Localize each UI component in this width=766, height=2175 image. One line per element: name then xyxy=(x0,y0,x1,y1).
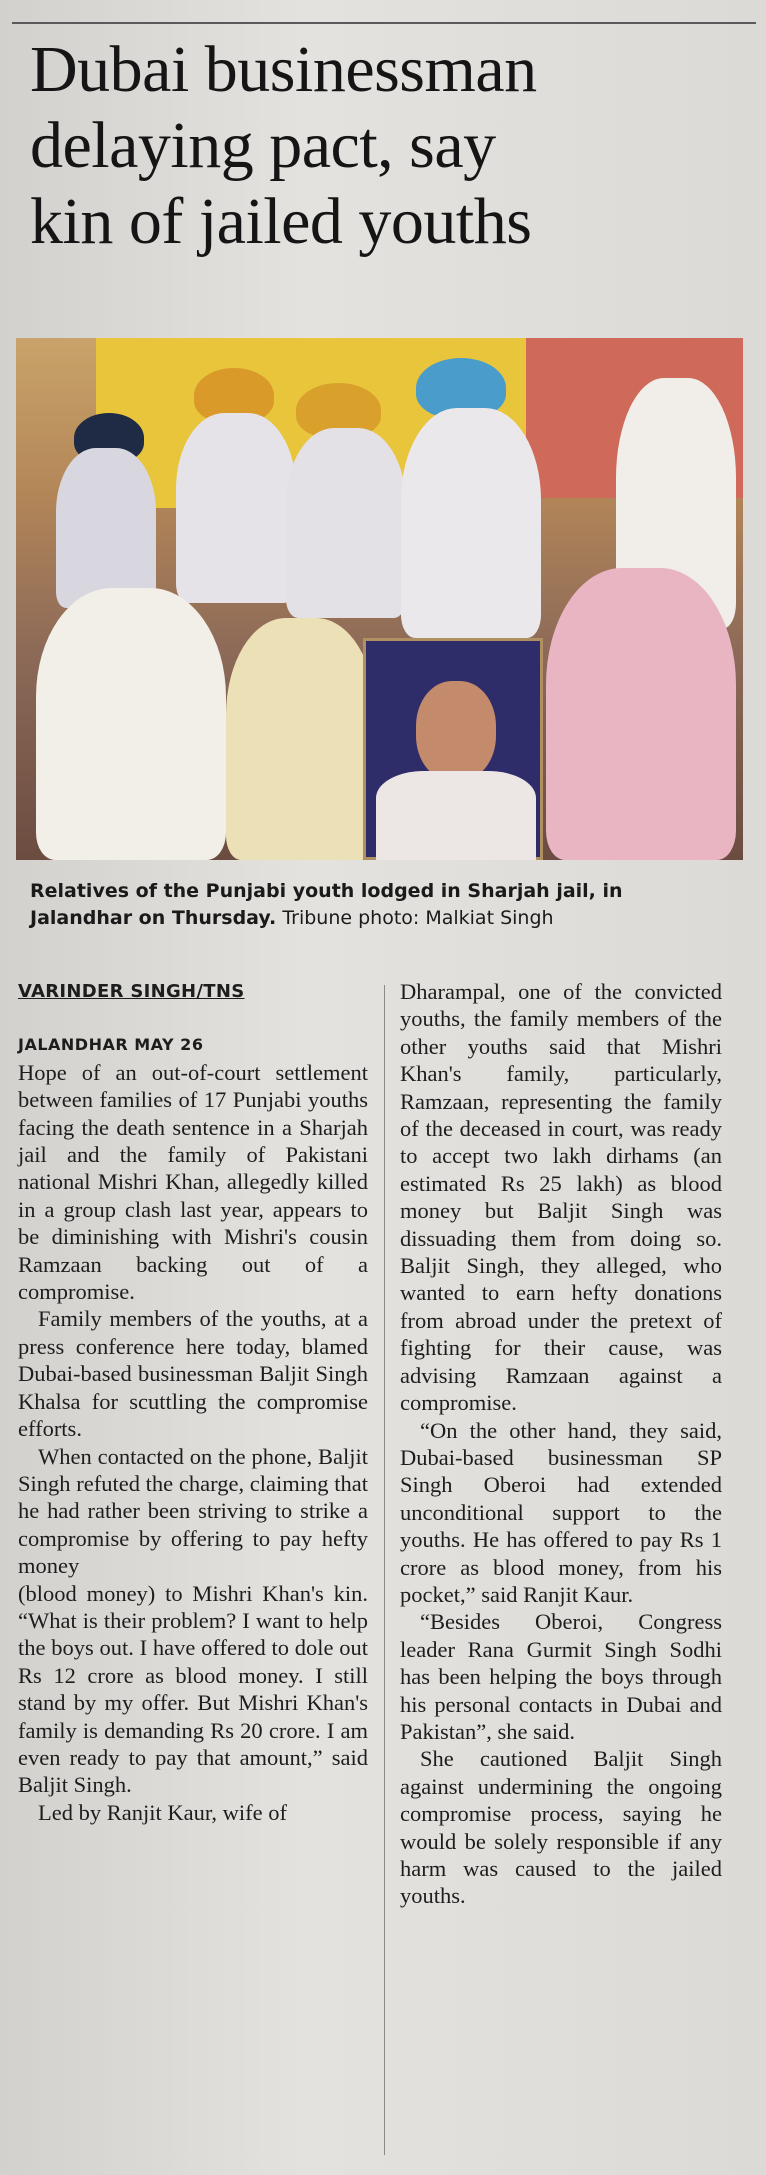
paragraph: When contacted on the phone, Baljit Singh refuted the charge, claiming that he had rather been striving to strike a compromise by offering to pay hefty money xyxy=(18,1443,368,1579)
article-column-2 xyxy=(400,978,722,1910)
photo-caption xyxy=(30,878,730,932)
photo-credit: Tribune photo: Malkiat Singh xyxy=(276,907,554,929)
portrait-face xyxy=(416,681,496,781)
news-photo xyxy=(16,338,743,860)
paragraph: (blood money) to Mishri Khan's kin. “What is their problem? I want to help the boys out. I have offered to dole out Rs 12 crore as blood money. I still stand by my offer. But Mishri Khan's family is demanding Rs 20 crore. I am even ready to pay that amount,” said Baljit Singh. xyxy=(18,1580,368,1798)
photo-figure xyxy=(401,408,541,638)
photo-seated-figure xyxy=(226,618,376,860)
paragraph: “Besides Oberoi, Congress leader Rana Gurmit Singh Sodhi has been helping the boys through his personal contacts in Dubai and Pakistan”, she said. xyxy=(400,1609,722,1744)
headline xyxy=(14,32,732,260)
paragraph: “On the other hand, they said, Dubai-based businessman SP Singh Oberoi had extended unconditional support to the youths. He has offered to pay Rs 1 crore as blood money, from his pocket,” said Ranjit Kaur. xyxy=(400,1417,722,1607)
photo-figure xyxy=(286,428,406,618)
column-divider xyxy=(384,985,385,2155)
portrait-shirt xyxy=(376,771,536,860)
paragraph: Dharampal, one of the convicted youths, the family members of the other youths said that Mishri Khan's family, particularly, Ramzaan, representing the family of the deceased in court, was ready to accept two lakh dirhams (an estimated Rs 25 lakh) as blood money but Baljit Singh was dissuading them from doing so. Baljit Singh, they alleged, who wanted to earn hefty donations from abroad under the pretext of fighting for their cause, was advising Ramzaan against a compromise. xyxy=(400,979,722,1416)
photo-figure xyxy=(176,413,296,603)
caption-text: Relatives of the Punjabi youth lodged in Sharjah jail, in Jalandhar on Thursday. xyxy=(30,880,623,929)
photo-seated-figure xyxy=(546,568,736,860)
portrait-photo-frame xyxy=(363,638,543,860)
headline-line-1: Dubai businessman xyxy=(30,33,537,106)
photo-figure xyxy=(56,448,156,608)
paragraph: Family members of the youths, at a press conference here today, blamed Dubai-based businessman Baljit Singh Khalsa for scuttling the compromise efforts. xyxy=(18,1306,368,1442)
article-column-1 xyxy=(18,978,368,1826)
headline-line-3: kin of jailed youths xyxy=(30,185,532,258)
photo-seated-figure xyxy=(36,588,226,860)
paragraph: Led by Ranjit Kaur, wife of xyxy=(38,1799,288,1825)
byline: VARINDER SINGH/TNS xyxy=(18,981,245,1002)
headline-line-2: delaying pact, say xyxy=(30,109,496,182)
paragraph: She cautioned Baljit Singh against undermining the ongoing compromise process, saying he would be solely responsible if any harm was caused to the jailed youths. xyxy=(400,1746,722,1909)
top-rule xyxy=(12,22,756,24)
paragraph: Hope of an out-of-court settlement between families of 17 Punjabi youths facing the death sentence in a Sharjah jail and the family of Pakistani national Mishri Khan, allegedly killed in a group clash last year, appears to be diminishing with Mishri's cousin Ramzaan backing out of a compromise. xyxy=(18,1059,368,1305)
dateline: JALANDHAR MAY 26 xyxy=(18,1035,204,1055)
